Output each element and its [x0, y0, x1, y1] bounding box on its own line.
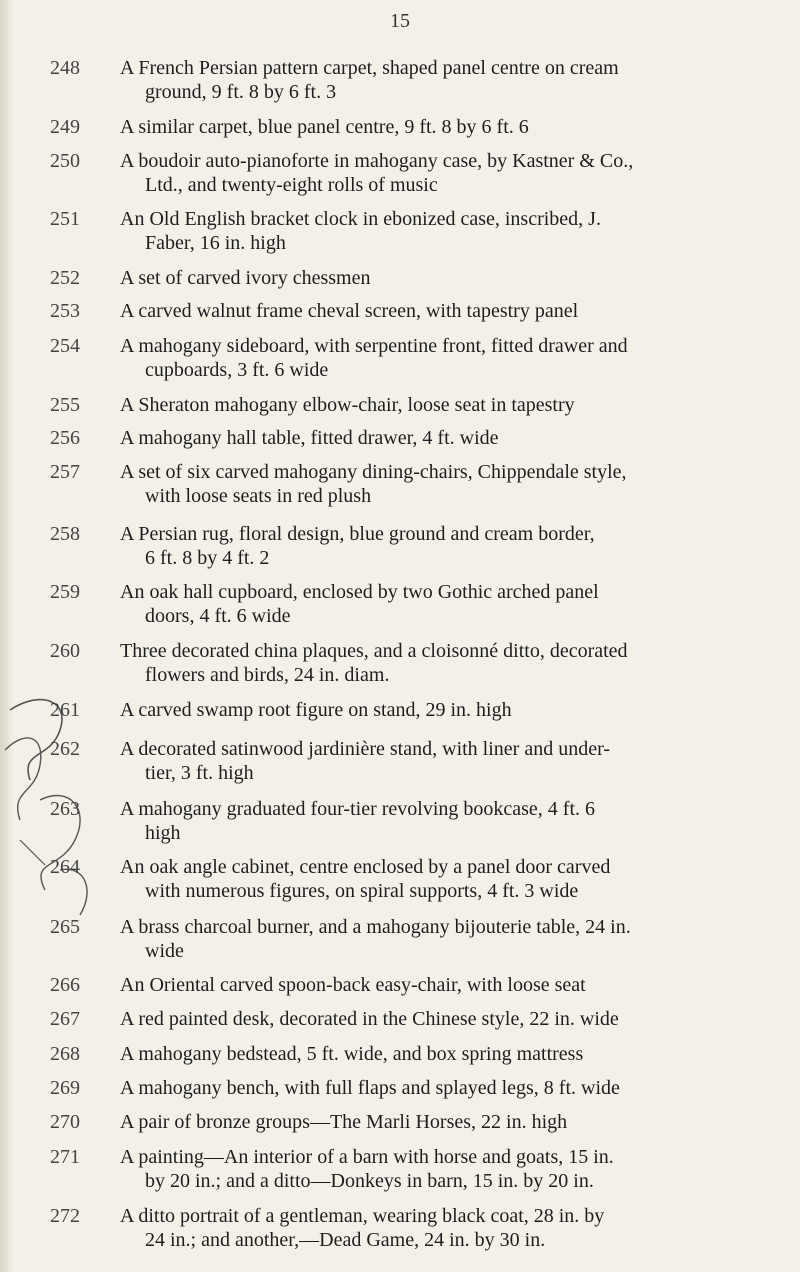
description-line: doors, 4 ft. 6 wide: [145, 604, 291, 627]
lot-number: 252: [50, 267, 80, 290]
lot-number: 272: [50, 1205, 80, 1227]
lot-description: [120, 299, 760, 323]
description-line: A French Persian pattern carpet, shaped panel centre on cream: [120, 56, 619, 79]
description-line: A mahogany bedstead, 5 ft. wide, and box spring mattress: [120, 1042, 584, 1065]
lot-number: 266: [50, 973, 80, 996]
description-line: A Persian rug, floral design, blue ground and cream border,: [120, 522, 595, 545]
description-line: A ditto portrait of a gentleman, wearing black coat, 28 in. by: [120, 1205, 605, 1227]
lot-number: 256: [50, 426, 80, 449]
lot-description: [120, 426, 760, 450]
description-line: A brass charcoal burner, and a mahogany bijouterie table, 24 in.: [120, 915, 631, 938]
description-line: A decorated satinwood jardinière stand, with liner and under-: [120, 737, 610, 760]
description-line: wide: [145, 939, 184, 962]
lot-description: [120, 737, 760, 785]
lot-number: 270: [50, 1110, 80, 1133]
lot-number: 264: [50, 855, 80, 878]
lot-description: [120, 1042, 760, 1066]
lot-number: 257: [50, 460, 80, 483]
description-line: 6 ft. 8 by 4 ft. 2: [145, 546, 270, 569]
lot-description: [120, 393, 760, 417]
description-line: An Old English bracket clock in ebonized case, inscribed, J.: [120, 208, 601, 231]
lot-description: [120, 1204, 760, 1252]
lot-description: [120, 266, 760, 290]
description-line: A mahogany hall table, fitted drawer, 4 ft. wide: [120, 426, 499, 449]
description-line: 24 in.; and another,—Dead Game, 24 in. by 30 in.: [145, 1229, 546, 1251]
description-line: A set of carved ivory chessmen: [120, 267, 371, 290]
lot-description: [120, 460, 760, 508]
description-line: high: [145, 821, 181, 844]
description-line: Faber, 16 in. high: [145, 232, 286, 255]
lot-description: [120, 149, 760, 197]
lot-description: [120, 1110, 760, 1134]
lot-number: 250: [50, 150, 80, 173]
lot-number: 254: [50, 334, 80, 357]
lot-description: [120, 639, 760, 687]
lot-description: [120, 797, 760, 845]
description-line: An oak hall cupboard, enclosed by two Gothic arched panel: [120, 580, 599, 603]
lot-number: 255: [50, 393, 80, 416]
lot-description: [120, 1076, 760, 1100]
description-line: with numerous figures, on spiral supports, 4 ft. 3 wide: [145, 879, 579, 902]
lot-description: [120, 115, 760, 139]
description-line: A Sheraton mahogany elbow-chair, loose seat in tapestry: [120, 393, 575, 416]
lot-number: 260: [50, 639, 80, 662]
lot-description: [120, 334, 760, 382]
lot-number: 251: [50, 208, 80, 231]
description-line: by 20 in.; and a ditto—Donkeys in barn, 15 in. by 20 in.: [145, 1169, 594, 1192]
page-edge-shadow: [0, 0, 14, 1272]
lot-number: 267: [50, 1007, 80, 1030]
lot-description: [120, 56, 760, 104]
description-line: A red painted desk, decorated in the Chinese style, 22 in. wide: [120, 1007, 619, 1030]
lot-number: 262: [50, 737, 80, 760]
lot-number: 249: [50, 116, 80, 139]
description-line: A set of six carved mahogany dining-chairs, Chippendale style,: [120, 460, 627, 483]
lot-description: [120, 1007, 760, 1031]
description-line: A carved walnut frame cheval screen, with tapestry panel: [120, 300, 579, 323]
lot-number: 268: [50, 1042, 80, 1065]
lot-description: [120, 915, 760, 963]
lot-number: 258: [50, 522, 80, 545]
description-line: flowers and birds, 24 in. diam.: [145, 663, 390, 686]
lot-number: 253: [50, 300, 80, 323]
lot-description: [120, 522, 760, 570]
lot-description: [120, 580, 760, 628]
lot-number: 261: [50, 699, 80, 722]
description-line: Ltd., and twenty-eight rolls of music: [145, 174, 438, 197]
description-line: with loose seats in red plush: [145, 484, 372, 507]
lot-description: [120, 1145, 760, 1193]
description-line: A mahogany bench, with full flaps and splayed legs, 8 ft. wide: [120, 1076, 620, 1099]
description-line: A similar carpet, blue panel centre, 9 ft. 8 by 6 ft. 6: [120, 116, 529, 139]
description-line: tier, 3 ft. high: [145, 761, 254, 784]
description-line: An oak angle cabinet, centre enclosed by a panel door carved: [120, 855, 611, 878]
description-line: Three decorated china plaques, and a cloisonné ditto, decorated: [120, 639, 628, 662]
lot-description: [120, 698, 760, 722]
lot-description: [120, 855, 760, 903]
description-line: A mahogany graduated four-tier revolving bookcase, 4 ft. 6: [120, 797, 596, 820]
description-line: A carved swamp root figure on stand, 29 in. high: [120, 699, 512, 722]
description-line: A mahogany sideboard, with serpentine front, fitted drawer and: [120, 334, 628, 357]
description-line: An Oriental carved spoon-back easy-chair, with loose seat: [120, 973, 586, 996]
description-line: ground, 9 ft. 8 by 6 ft. 3: [145, 80, 337, 103]
description-line: A pair of bronze groups—The Marli Horses, 22 in. high: [120, 1110, 568, 1133]
lot-number: 259: [50, 580, 80, 603]
page-number: 15: [390, 10, 410, 32]
lot-number: 269: [50, 1076, 80, 1099]
description-line: cupboards, 3 ft. 6 wide: [145, 358, 329, 381]
lot-number: 271: [50, 1145, 80, 1168]
lot-number: 248: [50, 56, 80, 79]
lot-number: 265: [50, 915, 80, 938]
lot-description: [120, 973, 760, 997]
lot-description: [120, 207, 760, 255]
description-line: A boudoir auto-pianoforte in mahogany case, by Kastner & Co.,: [120, 150, 634, 173]
lot-number: 263: [50, 797, 80, 820]
description-line: A painting—An interior of a barn with horse and goats, 15 in.: [120, 1145, 614, 1168]
